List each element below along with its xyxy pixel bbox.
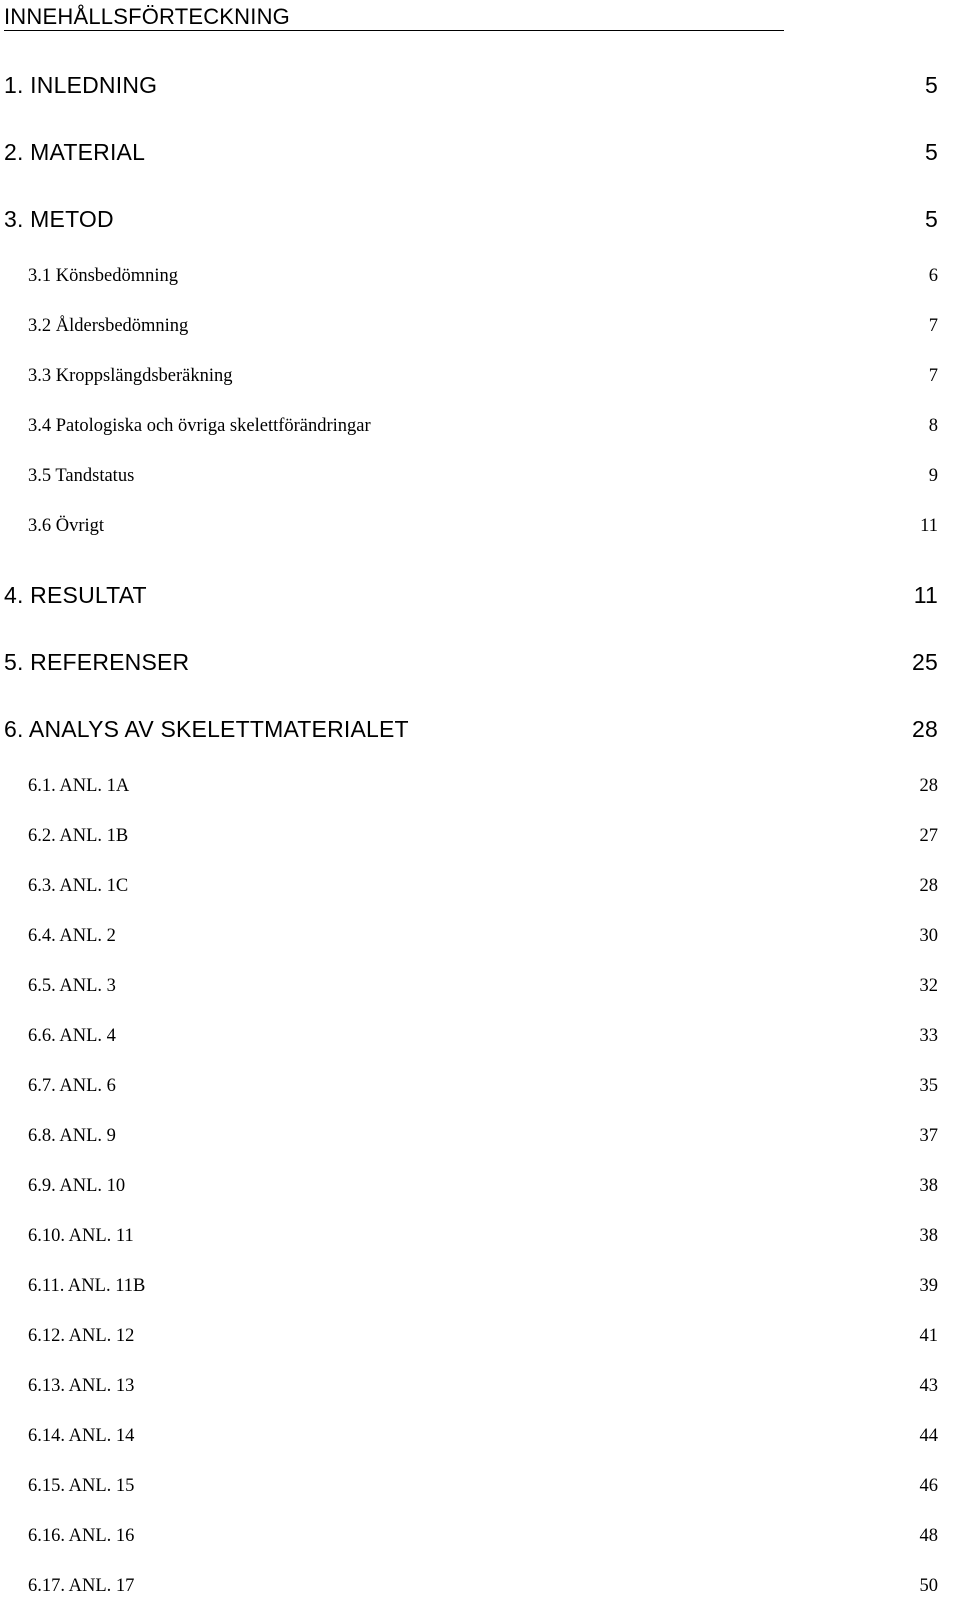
- toc-entry-page: 5: [925, 139, 938, 165]
- toc-entry-label: 6.1. ANL. 1A: [28, 776, 130, 796]
- toc-entry-page: 35: [919, 1076, 938, 1096]
- toc-entry-label: 3.4 Patologiska och övriga skelettförändringar: [28, 416, 371, 436]
- toc-entry-label: 6.5. ANL. 3: [28, 976, 116, 996]
- toc-entry-page: 9: [928, 466, 938, 486]
- toc-entry[interactable]: [0, 204, 960, 234]
- toc-entry-label: 6.4. ANL. 2: [28, 926, 116, 946]
- toc-entry-page: 28: [912, 716, 938, 742]
- toc-entry-label: 6.15. ANL. 15: [28, 1476, 135, 1496]
- toc-entry-label: 6.16. ANL. 16: [28, 1526, 135, 1546]
- toc-entry-label: 3.1 Könsbedömning: [28, 266, 179, 286]
- toc-entry-label: 2. MATERIAL: [4, 139, 146, 165]
- toc-entry-page: 6: [928, 266, 938, 286]
- toc-entry-label: 6.14. ANL. 14: [28, 1426, 135, 1446]
- toc-entry[interactable]: [0, 774, 960, 798]
- toc-entry-label: 6.6. ANL. 4: [28, 1026, 116, 1046]
- toc-entry-page: 7: [928, 316, 938, 336]
- toc-entry-page: 11: [913, 582, 938, 608]
- toc-entry[interactable]: [0, 70, 960, 100]
- toc-entry-page: 39: [919, 1276, 938, 1296]
- toc-entry[interactable]: [0, 364, 960, 388]
- toc-entry-label: 6.3. ANL. 1C: [28, 876, 129, 896]
- toc-entry[interactable]: [0, 924, 960, 948]
- toc-entry-page: 11: [920, 516, 938, 536]
- toc-entry-page: 44: [919, 1426, 938, 1446]
- toc-entry[interactable]: [0, 137, 960, 167]
- toc-entry-label: 3.3 Kroppslängdsberäkning: [28, 366, 233, 386]
- toc-entry[interactable]: [0, 464, 960, 488]
- toc-entry-label: 6.9. ANL. 10: [28, 1176, 126, 1196]
- toc-entry[interactable]: [0, 414, 960, 438]
- toc-entry[interactable]: [0, 314, 960, 338]
- toc-entry[interactable]: [0, 714, 960, 744]
- toc-entry[interactable]: [0, 1574, 960, 1598]
- toc-entry[interactable]: [0, 1474, 960, 1498]
- toc-entry[interactable]: [0, 1074, 960, 1098]
- toc-entry[interactable]: [0, 580, 960, 610]
- toc-entry-label: 6.11. ANL. 11B: [28, 1276, 146, 1296]
- toc-entry-label: 3.5 Tandstatus: [28, 466, 135, 486]
- toc-entry-label: 6. ANALYS AV SKELETTMATERIALET: [4, 716, 409, 742]
- toc-entry[interactable]: [0, 1324, 960, 1348]
- toc-entry-page: 25: [912, 649, 938, 675]
- toc-entry-label: 6.8. ANL. 9: [28, 1126, 116, 1146]
- toc-entry-page: 33: [919, 1026, 938, 1046]
- toc-entry[interactable]: [0, 514, 960, 538]
- toc-entry-label: 5. REFERENSER: [4, 649, 190, 675]
- toc-entry[interactable]: [0, 647, 960, 677]
- toc-entry-page: 32: [919, 976, 938, 996]
- toc-entry-label: 3. METOD: [4, 206, 114, 232]
- toc-entry-page: 30: [919, 926, 938, 946]
- toc-entry[interactable]: [0, 1024, 960, 1048]
- toc-entry-label: 4. RESULTAT: [4, 582, 147, 608]
- toc-title: INNEHÅLLSFÖRTECKNING: [4, 4, 784, 31]
- toc-entry-label: 1. INLEDNING: [4, 72, 158, 98]
- toc-entry[interactable]: [0, 824, 960, 848]
- toc-entry-page: 43: [919, 1376, 938, 1396]
- toc-entry-label: 6.7. ANL. 6: [28, 1076, 116, 1096]
- toc-entry-label: 6.2. ANL. 1B: [28, 826, 129, 846]
- toc-entry[interactable]: [0, 1374, 960, 1398]
- toc-entry[interactable]: [0, 1424, 960, 1448]
- toc-entry-label: 6.10. ANL. 11: [28, 1226, 134, 1246]
- toc-entry-page: 37: [919, 1126, 938, 1146]
- toc-entry-label: 3.2 Åldersbedömning: [28, 316, 189, 336]
- toc-entry[interactable]: [0, 1124, 960, 1148]
- toc-entry[interactable]: [0, 874, 960, 898]
- toc-entry-page: 41: [919, 1326, 938, 1346]
- toc-entry-page: 50: [919, 1576, 938, 1596]
- toc-entry[interactable]: [0, 1274, 960, 1298]
- toc-entry-page: 7: [928, 366, 938, 386]
- toc-entry-page: 28: [919, 876, 938, 896]
- toc-entry-page: 27: [919, 826, 938, 846]
- toc-entry-page: 8: [928, 416, 938, 436]
- toc-entry-page: 48: [919, 1526, 938, 1546]
- toc-entry-page: 38: [919, 1226, 938, 1246]
- toc-entry-page: 38: [919, 1176, 938, 1196]
- toc-entry[interactable]: [0, 974, 960, 998]
- toc-entry[interactable]: [0, 1524, 960, 1548]
- toc-entry[interactable]: [0, 1174, 960, 1198]
- toc-entry[interactable]: [0, 264, 960, 288]
- toc-entry-label: 6.17. ANL. 17: [28, 1576, 135, 1596]
- toc-entry-label: 3.6 Övrigt: [28, 516, 105, 536]
- toc-entry[interactable]: [0, 1224, 960, 1248]
- toc-entry-page: 5: [925, 206, 938, 232]
- toc-entry-page: 46: [919, 1476, 938, 1496]
- toc-entry-page: 5: [925, 72, 938, 98]
- toc-entry-page: 28: [919, 776, 938, 796]
- toc-entry-label: 6.13. ANL. 13: [28, 1376, 135, 1396]
- toc-entry-label: 6.12. ANL. 12: [28, 1326, 135, 1346]
